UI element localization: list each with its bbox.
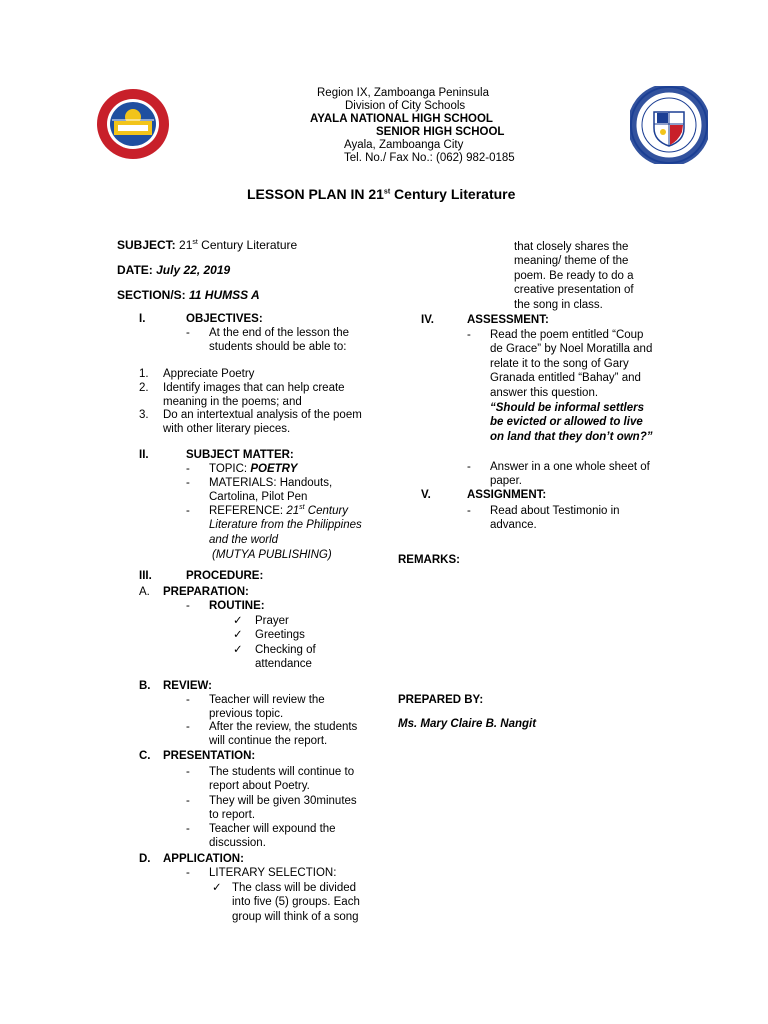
dash-bullet: - (467, 329, 471, 341)
reference-label: REFERENCE: (209, 505, 284, 517)
dash-bullet: - (186, 721, 190, 733)
reference-sup: st (299, 504, 305, 512)
review-letter: B. (139, 680, 151, 692)
topic-label: TOPIC: (209, 463, 248, 475)
assessment-item: Read the poem entitled “Coup de Grace” by Noel Moratilla and relate it to the song of Gary Granada entitled “Bahay” and answer this question. (490, 329, 653, 399)
procedure-heading: PROCEDURE: (186, 570, 264, 582)
review-heading: REVIEW: (163, 680, 212, 692)
date-value: July 22, 2019 (156, 263, 231, 277)
remarks-label: REMARKS: (398, 554, 460, 566)
section-label: SECTION/S: (117, 288, 186, 302)
dash-bullet: - (186, 477, 190, 489)
objective-item: Identify images that can help create meaning in the poems; and (163, 382, 345, 409)
assessment-item: Answer in a one whole sheet of paper. (490, 461, 650, 488)
presentation-letter: C. (139, 750, 151, 762)
dash-bullet: - (467, 505, 471, 517)
division-line: Division of City Schools (345, 100, 466, 112)
objective-number: 2. (139, 382, 149, 394)
dash-bullet: - (186, 867, 190, 879)
assignment-item: Read about Testimonio in advance. (490, 505, 620, 532)
dash-bullet: - (186, 600, 190, 612)
topic-line (209, 462, 297, 476)
preparation-heading: PREPARATION: (163, 586, 249, 598)
title-sup: st (383, 188, 391, 196)
page-title (247, 186, 515, 204)
check-icon: ✓ (233, 615, 243, 627)
presentation-item: Teacher will expound the discussion. (209, 823, 336, 850)
reference-post: Century Literature from the Philippines and the world (209, 505, 362, 546)
subject-value: 21 (175, 238, 193, 252)
date-label: DATE: (117, 263, 153, 277)
objectives-numeral: I. (139, 313, 146, 325)
assessment-numeral: IV. (421, 314, 435, 326)
dash-bullet: - (186, 463, 190, 475)
dash-bullet: - (467, 461, 471, 473)
assessment-question: “Should be informal settlers be evicted or allowed to live on land that they don’t own?” (490, 402, 653, 443)
date-line (117, 263, 230, 278)
subject-matter-numeral: II. (139, 449, 149, 461)
objective-item: Appreciate Poetry (163, 368, 255, 380)
telephone-line: Tel. No./ Fax No.: (062) 982-0185 (344, 152, 515, 164)
check-icon: ✓ (233, 644, 243, 656)
subject-label: SUBJECT: (117, 238, 176, 252)
school-seal-logo (96, 87, 170, 161)
section-value: 11 HUMSS A (189, 288, 260, 302)
presentation-heading: PRESENTATION: (163, 750, 256, 762)
subject-sup: st (192, 239, 198, 246)
publisher-line: (MUTYA PUBLISHING) (212, 549, 332, 561)
routine-item: Prayer (255, 615, 289, 627)
dash-bullet: - (186, 795, 190, 807)
dash-bullet: - (186, 823, 190, 835)
region-line: Region IX, Zamboanga Peninsula (317, 87, 489, 99)
review-item: Teacher will review the previous topic. (209, 694, 325, 721)
reference-pre: 21 (286, 505, 300, 517)
objectives-heading: OBJECTIVES: (186, 313, 263, 325)
materials-line: MATERIALS: Handouts, Cartolina, Pilot Pen (209, 477, 333, 504)
objectives-intro: At the end of the lesson the students should be able to: (209, 327, 350, 354)
application-heading: APPLICATION: (163, 853, 244, 865)
check-icon: ✓ (233, 629, 243, 641)
application-letter: D. (139, 853, 151, 865)
subject-matter-heading: SUBJECT MATTER: (186, 449, 294, 461)
title-suffix: Century Literature (390, 186, 516, 202)
literary-selection-label: LITERARY SELECTION: (209, 867, 337, 879)
prepared-by-label: PREPARED BY: (398, 694, 484, 706)
assignment-numeral: V. (421, 489, 431, 501)
routine-label: ROUTINE: (209, 600, 265, 612)
check-icon: ✓ (212, 882, 222, 894)
presentation-item: The students will continue to report about Poetry. (209, 766, 355, 793)
title-prefix: LESSON PLAN IN 21 (247, 186, 384, 202)
review-item: After the review, the students will continue the report. (209, 721, 358, 748)
deped-seal-logo (630, 86, 708, 164)
prepared-by-name: Ms. Mary Claire B. Nangit (398, 718, 537, 730)
continuation-text: that closely shares the meaning/ theme of the poem. Be ready to do a creative presentation of the song in class. (514, 241, 634, 311)
address-line: Ayala, Zamboanga City (344, 139, 464, 151)
dash-bullet: - (186, 766, 190, 778)
school-name: AYALA NATIONAL HIGH SCHOOL (310, 113, 493, 125)
section-line (117, 288, 260, 303)
routine-item: Checking of attendance (255, 644, 316, 671)
routine-item: Greetings (255, 629, 305, 641)
reference-line (209, 504, 369, 547)
objective-number: 3. (139, 409, 149, 421)
dash-bullet: - (186, 694, 190, 706)
subject-suffix: Century Literature (197, 238, 298, 252)
dash-bullet: - (186, 505, 190, 517)
preparation-letter: A. (139, 586, 150, 598)
dash-bullet: - (186, 327, 190, 339)
procedure-numeral: III. (139, 570, 152, 582)
subject-line (117, 238, 297, 253)
assignment-heading: ASSIGNMENT: (467, 489, 547, 501)
objective-number: 1. (139, 368, 149, 380)
senior-high-line: SENIOR HIGH SCHOOL (376, 126, 505, 138)
application-item: The class will be divided into five (5) groups. Each group will think of a song (232, 882, 360, 923)
assessment-heading: ASSESSMENT: (467, 314, 549, 326)
topic-value: POETRY (250, 463, 298, 475)
presentation-item: They will be given 30minutes to report. (209, 795, 357, 822)
objective-item: Do an intertextual analysis of the poem with other literary pieces. (163, 409, 362, 436)
